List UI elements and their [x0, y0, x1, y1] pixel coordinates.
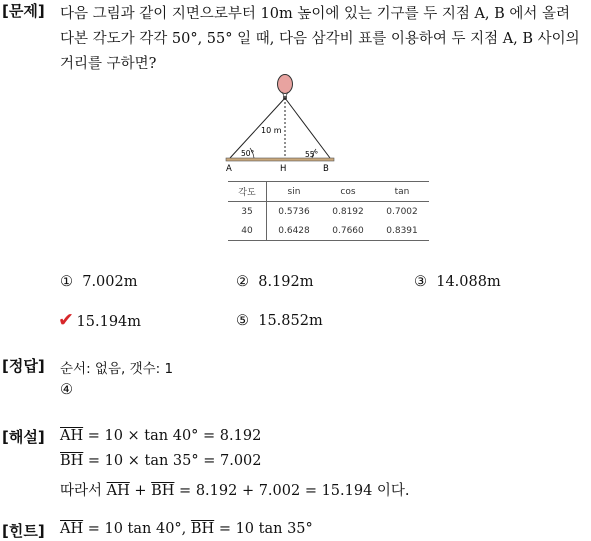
answer-line-2: ④: [60, 382, 73, 398]
table-cell: 0.5736: [278, 206, 310, 217]
explanation-eq-2: [60, 453, 262, 469]
segment-ah: $\overline{AH}$: [60, 428, 84, 444]
choice-1-number: ①: [60, 274, 73, 290]
eq-3-prefix: 따라서: [60, 483, 107, 499]
checkmark-icon: ✔: [58, 309, 74, 331]
problem-tag: [문제]: [2, 2, 45, 20]
choice-1-text: 7.002m: [82, 274, 138, 290]
point-b-label: B: [323, 164, 329, 174]
segment-bh: $\overline{BH}$: [190, 521, 215, 537]
point-h-label: H: [280, 164, 287, 174]
balloon-figure: [222, 72, 337, 174]
table-cell: 35: [228, 202, 267, 222]
choice-4-text: 15.194m: [76, 314, 142, 330]
balloon-icon: [278, 75, 293, 94]
explanation-eq-1: [60, 428, 261, 444]
trig-table: [228, 181, 429, 241]
eq-2-rest: = 10 × tan 35° = 7.002: [83, 453, 262, 469]
eq-3-rest: = 8.192 + 7.002 = 15.194 이다.: [174, 483, 410, 499]
segment-bh: $\overline{BH}$: [60, 453, 84, 469]
header-cos: cos: [321, 182, 375, 202]
problem-line-1: 다음 그림과 같이 지면으로부터 10m 높이에 있는 기구를 두 지점 A, B 에서 올려: [60, 6, 571, 22]
table-row: [228, 202, 429, 222]
answer-tag: [정답]: [2, 357, 45, 375]
choice-2[interactable]: [236, 274, 313, 290]
table-cell: 0.7660: [321, 221, 375, 241]
choice-2-text: 8.192m: [258, 274, 314, 290]
choice-4[interactable]: [58, 309, 141, 331]
angle-b-label: 55°: [305, 150, 319, 159]
hint-part-2: = 10 tan 35°: [214, 521, 313, 537]
point-a-label: A: [226, 164, 232, 174]
hint-line: [60, 521, 313, 537]
table-cell: 0.8192: [332, 206, 364, 217]
choice-3-number: ③: [414, 274, 427, 290]
choice-1[interactable]: [60, 274, 137, 290]
problem-line-3: 거리를 구하면?: [60, 56, 157, 72]
line-to-b: [285, 98, 330, 158]
table-row: [228, 221, 429, 241]
hint-tag: [힌트]: [2, 522, 45, 540]
segment-bh: $\overline{BH}$: [151, 483, 175, 499]
height-label: 10 m: [261, 126, 282, 135]
header-sin: sin: [267, 182, 322, 202]
table-cell: 0.8391: [375, 221, 429, 241]
choice-3-text: 14.088m: [436, 274, 501, 290]
problem-line-2: 다본 각도가 각각 50°, 55° 일 때, 다음 삼각비 표를 이용하여 두 지점 A, B 사이의: [60, 31, 580, 47]
header-angle: 각도: [228, 182, 267, 202]
eq-1-rest: = 10 × tan 40° = 8.192: [83, 428, 262, 444]
angle-a-label: 50°: [241, 149, 255, 158]
answer-line-1: 순서: 없음, 갯수: 1: [60, 361, 174, 377]
table-cell: 40: [228, 221, 267, 241]
choice-2-number: ②: [236, 274, 249, 290]
choice-5[interactable]: [236, 313, 323, 329]
choice-5-text: 15.852m: [258, 313, 323, 329]
hint-part-1: = 10 tan 40°,: [83, 521, 191, 537]
segment-ah: $\overline{AH}$: [106, 483, 130, 499]
eq-3-plus: +: [129, 483, 152, 499]
explanation-eq-3: [60, 479, 410, 500]
choice-3[interactable]: [414, 274, 501, 290]
table-cell: 0.7002: [386, 206, 418, 217]
explanation-tag: [해설]: [2, 428, 45, 446]
table-cell: 0.6428: [267, 221, 322, 241]
choice-5-number: ⑤: [236, 313, 249, 329]
header-tan: tan: [375, 182, 429, 202]
segment-ah: $\overline{AH}$: [60, 521, 84, 537]
